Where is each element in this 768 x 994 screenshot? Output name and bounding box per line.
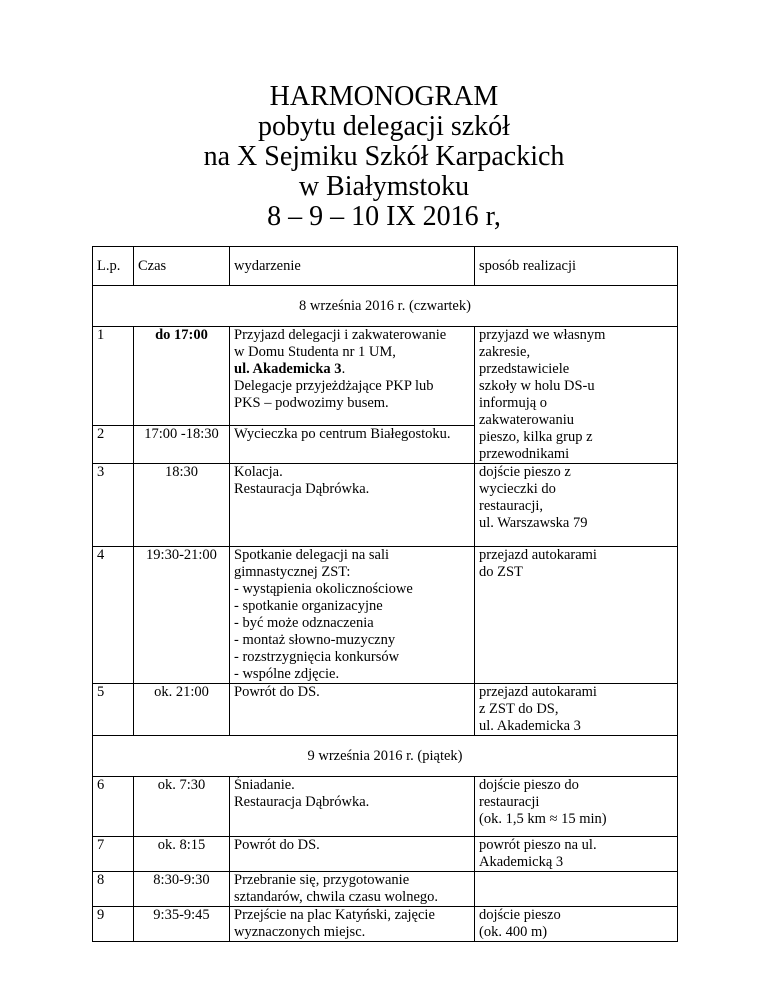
event-line: Spotkanie delegacji na sali	[234, 547, 390, 563]
table-row	[93, 907, 678, 942]
row-number: 5	[93, 684, 134, 736]
row-method	[475, 464, 678, 547]
event-line: - rozstrzygnięcia konkursów	[234, 649, 400, 665]
table-row	[93, 684, 678, 736]
row-event	[230, 872, 475, 907]
schedule-table	[92, 246, 678, 942]
method-line: Akademicką 3	[479, 854, 564, 870]
row-time: do 17:00	[134, 327, 230, 426]
event-line: Restauracja Dąbrówka.	[234, 481, 370, 497]
row-number: 4	[93, 547, 134, 684]
title-line: HARMONOGRAM	[269, 81, 499, 112]
event-line: Powrót do DS.	[234, 684, 320, 700]
day-header: 8 września 2016 r. (czwartek)	[93, 286, 678, 327]
table-row	[93, 464, 678, 547]
row-number: 3	[93, 464, 134, 547]
row-time: 18:30	[134, 464, 230, 547]
event-line: Powrót do DS.	[234, 837, 320, 853]
method-line: przejazd autokarami	[479, 547, 597, 563]
method-line: ul. Warszawska 79	[479, 515, 588, 531]
row-time: 19:30-21:00	[134, 547, 230, 684]
event-line: - montaż słowno-muzyczny	[234, 632, 396, 648]
row-method	[475, 907, 678, 942]
header-lp: L.p.	[93, 247, 134, 286]
event-line: - wystąpienia okolicznościowe	[234, 581, 413, 597]
method-line: dojście pieszo z	[479, 464, 571, 480]
event-line: - spotkanie organizacyjne	[234, 598, 383, 614]
method-line: przejazd autokarami	[479, 684, 597, 700]
event-line: Przejście na plac Katyński, zajęcie	[234, 907, 435, 923]
table-row	[93, 837, 678, 872]
header-time: Czas	[134, 247, 230, 286]
method-line: przyjazd we własnym	[479, 327, 606, 343]
day-header-row	[93, 736, 678, 777]
row-event	[230, 684, 475, 736]
row-time: 9:35-9:45	[134, 907, 230, 942]
event-line: PKS – podwozimy busem.	[234, 395, 389, 411]
title-line: pobytu delegacji szkół	[258, 111, 510, 142]
event-line: Śniadanie.	[234, 777, 295, 793]
method-line: dojście pieszo	[479, 907, 561, 923]
row-number: 6	[93, 777, 134, 837]
row-number: 9	[93, 907, 134, 942]
method-line: restauracji,	[479, 498, 544, 514]
method-line: (ok. 400 m)	[479, 924, 548, 940]
event-line: ul. Akademicka 3.	[234, 361, 346, 377]
event-line: wyznaczonych miejsc.	[234, 924, 366, 940]
method-line: do ZST	[479, 564, 523, 580]
method-line: ul. Akademicka 3	[479, 718, 581, 734]
title-line: w Białymstoku	[298, 171, 470, 202]
row-method	[475, 872, 678, 907]
method-line: z ZST do DS,	[479, 701, 559, 717]
row-time: ok. 8:15	[134, 837, 230, 872]
row-number: 2	[93, 426, 134, 464]
method-line: dojście pieszo do	[479, 777, 579, 793]
table-row	[93, 327, 678, 426]
table-row	[93, 872, 678, 907]
row-event	[230, 907, 475, 942]
row-event	[230, 426, 475, 464]
event-line: Delegacje przyjeżdżające PKP lub	[234, 378, 434, 394]
title-line: na X Sejmiku Szkół Karpackich	[203, 141, 565, 172]
row-time: 8:30-9:30	[134, 872, 230, 907]
row-event	[230, 837, 475, 872]
method-line: przedstawiciele	[479, 361, 570, 377]
event-line: Przebranie się, przygotowanie	[234, 872, 410, 888]
method-line: wycieczki do	[479, 481, 556, 497]
event-line: - być może odznaczenia	[234, 615, 374, 631]
table-row	[93, 777, 678, 837]
method-line: informują o	[479, 395, 548, 411]
header-method: sposób realizacji	[475, 247, 678, 286]
row-method	[475, 837, 678, 872]
address-bold: ul. Akademicka 3	[234, 361, 342, 377]
row-method	[475, 777, 678, 837]
method-line: (ok. 1,5 km ≈ 15 min)	[479, 811, 607, 827]
row-number: 8	[93, 872, 134, 907]
method-line: zakwaterowaniu	[479, 412, 575, 428]
row-event	[230, 777, 475, 837]
row-method	[475, 684, 678, 736]
table-header-row	[93, 247, 678, 286]
event-line: Wycieczka po centrum Białegostoku.	[234, 426, 451, 442]
method-line: przewodnikami	[479, 446, 570, 462]
event-line: Przyjazd delegacji i zakwaterowanie	[234, 327, 447, 343]
method-line: pieszo, kilka grup z	[479, 429, 593, 445]
document-title	[0, 82, 768, 232]
event-line: Restauracja Dąbrówka.	[234, 794, 370, 810]
header-event: wydarzenie	[230, 247, 475, 286]
row-event	[230, 547, 475, 684]
event-line: w Domu Studenta nr 1 UM,	[234, 344, 396, 360]
row-method	[475, 547, 678, 684]
table-row	[93, 547, 678, 684]
method-line: szkoły w holu DS-u	[479, 378, 595, 394]
row-time: 17:00 -18:30	[134, 426, 230, 464]
event-line: sztandarów, chwila czasu wolnego.	[234, 889, 438, 905]
row-time: ok. 21:00	[134, 684, 230, 736]
row-number: 7	[93, 837, 134, 872]
event-line: - wspólne zdjęcie.	[234, 666, 340, 682]
method-line: powrót pieszo na ul.	[479, 837, 597, 853]
day-header-row	[93, 286, 678, 327]
method-line: zakresie,	[479, 344, 531, 360]
event-line: gimnastycznej ZST:	[234, 564, 351, 580]
row-event	[230, 464, 475, 547]
event-line: Kolacja.	[234, 464, 283, 480]
row-event	[230, 327, 475, 426]
day-header: 9 września 2016 r. (piątek)	[93, 736, 678, 777]
title-line: 8 – 9 – 10 IX 2016 r,	[267, 201, 501, 232]
method-line: restauracji	[479, 794, 540, 810]
row-number: 1	[93, 327, 134, 426]
row-time: ok. 7:30	[134, 777, 230, 837]
row-method	[475, 327, 678, 464]
